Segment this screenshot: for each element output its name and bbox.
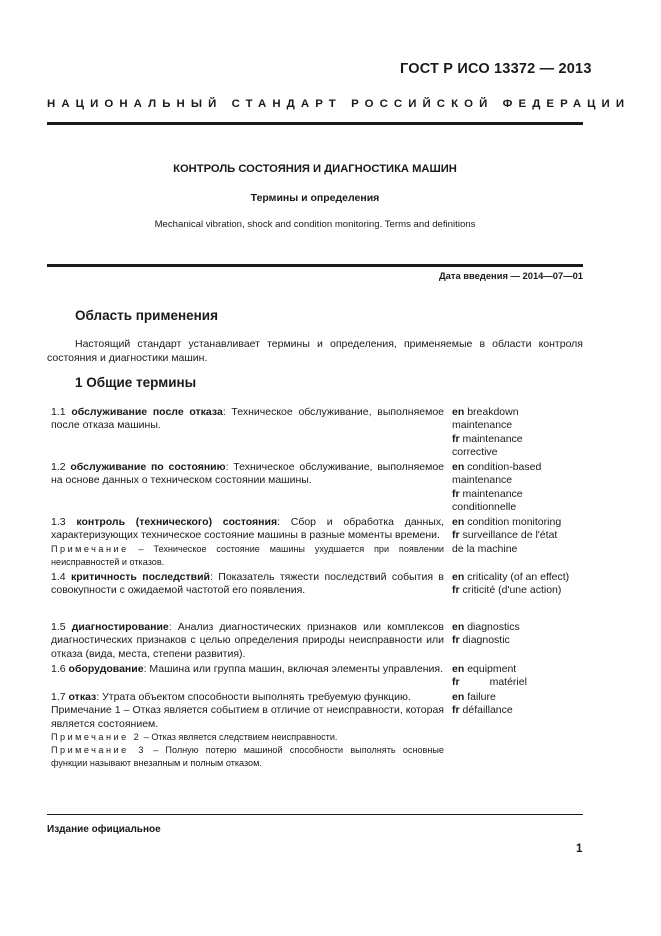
note-label: Примечание 3 bbox=[51, 745, 146, 755]
lang-code: en bbox=[452, 516, 465, 528]
lang-code: fr bbox=[452, 634, 460, 647]
equivalent-text: criticality (of an effect) bbox=[467, 571, 570, 583]
section-1-heading: 1 Общие термины bbox=[75, 375, 197, 390]
term-definition: : Техническое обслуживание, выполняемое на основе данных о техническом состоянии машины. bbox=[51, 461, 444, 487]
equivalent-text: equipment bbox=[467, 663, 517, 675]
note-label: Примечание 2 bbox=[51, 732, 142, 742]
term-entry bbox=[51, 691, 444, 731]
equivalent-text: de la machine bbox=[452, 542, 518, 555]
term-number: 1.7 bbox=[51, 691, 66, 703]
equivalent-text: diagnostic bbox=[462, 634, 510, 647]
equivalent-text: maintenance bbox=[462, 432, 523, 445]
term-definition: : Сбор и обработка данных, характеризующих техническое состояние машины в разные моменты времени. bbox=[51, 516, 444, 542]
equivalent-text: corrective bbox=[452, 446, 498, 459]
equivalent-text: conditionnelle bbox=[452, 501, 517, 514]
term-name: контроль (технического) состояния bbox=[76, 516, 278, 528]
term-number: 1.4 bbox=[51, 571, 66, 583]
lang-code: fr bbox=[452, 487, 460, 500]
term-number: 1.3 bbox=[51, 516, 66, 528]
term-entry bbox=[51, 571, 444, 598]
term-entry bbox=[51, 516, 444, 543]
lang-code: fr bbox=[452, 676, 460, 689]
term-number: 1.1 bbox=[51, 406, 66, 418]
term-equivalents bbox=[452, 516, 592, 556]
term-note bbox=[51, 731, 444, 744]
note-label: Примечание bbox=[51, 544, 129, 554]
term-entry bbox=[51, 461, 444, 488]
scope-heading: Область применения bbox=[75, 308, 218, 323]
note-text: – Отказ является следствием неисправности. bbox=[141, 732, 338, 742]
term-equivalents bbox=[452, 571, 592, 598]
term-name: диагностирование bbox=[71, 621, 169, 633]
edition-label: Издание официальное bbox=[47, 824, 161, 835]
term-note bbox=[51, 543, 444, 569]
header-divider bbox=[47, 122, 583, 125]
lang-code: en bbox=[452, 406, 465, 418]
term-name: оборудование bbox=[68, 663, 144, 675]
equivalent-text: condition monitoring bbox=[467, 516, 562, 528]
term-definition: : Техническое обслуживание, выполняемое после отказа машины. bbox=[51, 406, 445, 432]
equivalent-text: breakdown bbox=[467, 406, 519, 418]
standard-subtitle: Термины и определения bbox=[250, 192, 380, 204]
term-equivalents bbox=[452, 663, 592, 690]
term-equivalents bbox=[452, 621, 592, 648]
standard-title: КОНТРОЛЬ СОСТОЯНИЯ И ДИАГНОСТИКА МАШИН bbox=[173, 163, 457, 175]
english-title: Mechanical vibration, shock and condition monitoring. Terms and definitions bbox=[154, 219, 476, 230]
equivalent-text: maintenance bbox=[452, 474, 513, 487]
term-note bbox=[51, 744, 444, 770]
lang-code: en bbox=[452, 461, 465, 473]
equivalent-text: condition-based bbox=[467, 461, 542, 473]
page-number: 1 bbox=[576, 843, 583, 855]
term-name: обслуживание по состоянию bbox=[70, 461, 226, 473]
term-definition: : Показатель тяжести последствий события в совокупности с ожидаемой частотой его появления. bbox=[51, 571, 444, 597]
term-definition: : Анализ диагностических признаков или комплексов диагностических признаков с целью определения природы неисправности или отказа (вида, места, степени развития). bbox=[51, 621, 445, 660]
term-equivalents bbox=[452, 406, 592, 460]
scope-text: Настоящий стандарт устанавливает термины и определения, применяемые в области контроля состояния и диагностики машин. bbox=[47, 338, 583, 364]
term-equivalents bbox=[452, 691, 592, 718]
equivalent-text: diagnostics bbox=[467, 621, 520, 633]
lang-code: en bbox=[452, 691, 465, 703]
term-definition: : Утрата объектом способности выполнять требуемую функцию. bbox=[96, 691, 411, 703]
lang-code: en bbox=[452, 663, 465, 675]
title-divider bbox=[47, 264, 583, 267]
equivalent-text: matériel bbox=[489, 676, 527, 689]
term-entry bbox=[51, 406, 444, 433]
term-entry bbox=[51, 621, 444, 661]
footer-divider bbox=[47, 814, 583, 815]
term-number: 1.5 bbox=[51, 621, 66, 633]
term-name: обслуживание после отказа bbox=[71, 406, 223, 418]
equivalent-text: maintenance bbox=[452, 419, 513, 432]
equivalent-text: surveillance de l'état bbox=[462, 529, 558, 542]
national-standard-banner: НАЦИОНАЛЬНЫЙ СТАНДАРТ РОССИЙСКОЙ ФЕДЕРАЦИИ bbox=[47, 98, 631, 110]
lang-code: fr bbox=[452, 529, 460, 542]
equivalent-text: criticité (d'une action) bbox=[462, 584, 562, 597]
lang-code: en bbox=[452, 621, 465, 633]
note-text: – Полную потерю машиной способности выполнять основные функции называют внезапным и полным отказом. bbox=[51, 745, 444, 768]
document-code: ГОСТ Р ИСО 13372 — 2013 bbox=[400, 61, 592, 77]
equivalent-text: défaillance bbox=[462, 704, 513, 717]
term-extra-note: Примечание 1 – Отказ является событием в отличие от неисправности, которая является состоянием. bbox=[51, 704, 444, 730]
term-entry bbox=[51, 663, 444, 676]
term-equivalents bbox=[452, 461, 592, 515]
term-number: 1.6 bbox=[51, 663, 66, 675]
effective-date: Дата введения — 2014—07—01 bbox=[438, 270, 583, 281]
lang-code: fr bbox=[452, 584, 460, 597]
lang-code: en bbox=[452, 571, 465, 583]
term-number: 1.2 bbox=[51, 461, 66, 473]
lang-code: fr bbox=[452, 432, 460, 445]
term-name: отказ bbox=[68, 691, 97, 703]
term-name: критичность последствий bbox=[71, 571, 210, 583]
equivalent-text: maintenance bbox=[462, 487, 523, 500]
term-definition: : Машина или группа машин, включая элементы управления. bbox=[143, 663, 444, 675]
note-text: – Техническое состояние машины ухудшается при появлении неисправностей и отказов. bbox=[51, 544, 444, 567]
lang-code: fr bbox=[452, 704, 460, 717]
equivalent-text: failure bbox=[467, 691, 496, 703]
